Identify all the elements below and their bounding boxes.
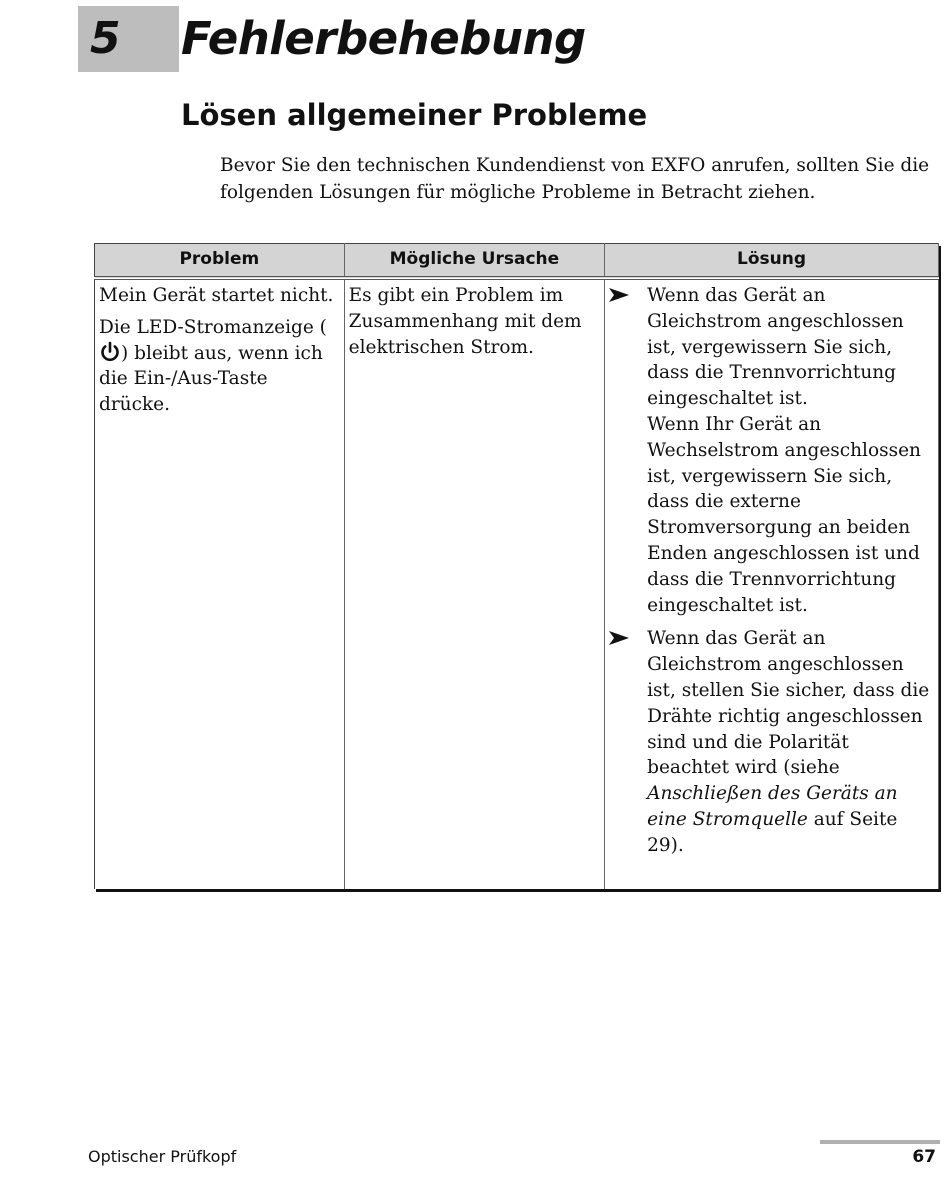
chapter-title: Fehlerbehebung <box>181 12 586 65</box>
problem-text-2 <box>99 315 340 418</box>
solution-1-dc-text: Wenn das Gerät an Gleichstrom angeschlossen ist, vergewissern Sie sich, dass die Trennvorrichtung eingeschaltet ist. <box>647 285 904 410</box>
solution-cell <box>605 278 939 889</box>
problem-text-2-start: Die LED-Stromanzeige ( <box>99 316 327 338</box>
arrow-bullet-icon <box>609 283 647 618</box>
page-number: 67 <box>912 1147 936 1167</box>
solution-2-text-start: Wenn das Gerät an Gleichstrom angeschlossen ist, stellen Sie sicher, dass die Drähte richtig angeschlossen sind und die Polarität beachtet wird (siehe <box>647 628 930 779</box>
intro-paragraph: Bevor Sie den technischen Kundendienst von EXFO anrufen, sollten Sie die folgenden Lösungen für mögliche Probleme in Betracht ziehen. <box>220 155 930 203</box>
problem-cell <box>95 278 345 889</box>
cause-cell <box>344 278 604 889</box>
solution-item-1-text <box>647 283 934 618</box>
problem-text-2-end: ) bleibt aus, wenn ich die Ein-/Aus-Taste drücke. <box>99 342 323 416</box>
header-solution: Lösung <box>605 244 939 279</box>
footer-document-title: Optischer Prüfkopf <box>88 1147 237 1166</box>
cross-reference-link[interactable]: Anschließen des Geräts an eine Stromquelle <box>647 783 898 830</box>
solution-item-1 <box>609 283 934 618</box>
footer-rule <box>820 1140 940 1144</box>
section-title: Lösen allgemeiner Probleme <box>181 98 648 132</box>
table-header-row <box>95 244 939 279</box>
troubleshooting-table-wrapper <box>94 243 940 893</box>
table-row <box>95 278 939 889</box>
chapter-number: 5 <box>90 13 121 64</box>
header-problem: Problem <box>95 244 345 279</box>
solution-item-2 <box>609 626 934 858</box>
problem-text-1: Mein Gerät startet nicht. <box>99 285 334 306</box>
power-icon <box>99 341 121 363</box>
solution-1-ac-text: Wenn Ihr Gerät an Wechselstrom angeschlossen ist, vergewissern Sie sich, dass die externe Stromversorgung an beiden Enden angeschlossen ist und dass die Trennvorrichtung eingeschaltet ist. <box>647 413 921 616</box>
troubleshooting-table <box>94 243 939 889</box>
arrow-bullet-icon <box>609 626 647 858</box>
header-cause: Mögliche Ursache <box>344 244 604 279</box>
solution-item-2-text <box>647 626 934 858</box>
solution-2-text-end: auf Seite 29). <box>647 808 898 856</box>
cause-text: Es gibt ein Problem im Zusammenhang mit dem elektrischen Strom. <box>348 285 582 358</box>
